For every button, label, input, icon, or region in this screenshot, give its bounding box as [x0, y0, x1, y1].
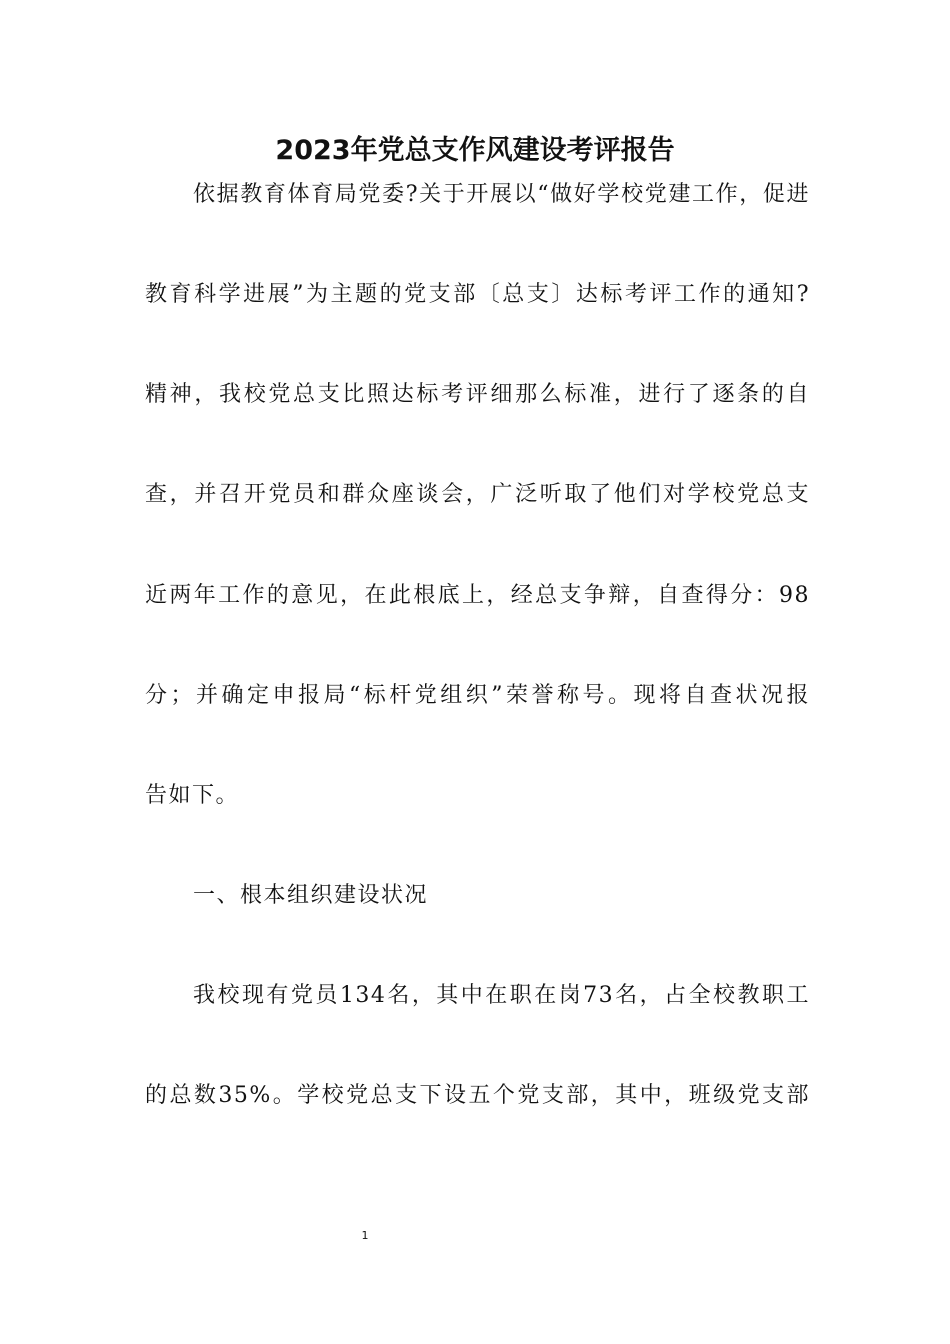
paragraph-line: 查，并召开党员和群众座谈会，广泛听取了他们对学校党总支	[145, 482, 810, 507]
paragraph-line: 依据教育体育局党委?关于开展以“做好学校党建工作，促进	[193, 182, 810, 207]
paragraph-line: 精神，我校党总支比照达标考评细那么标准，进行了逐条的自	[145, 382, 810, 407]
paragraph-line: 近两年工作的意见，在此根底上，经总支争辩，自查得分：98	[145, 583, 810, 608]
paragraph-line: 教育科学进展”为主题的党支部〔总支〕达标考评工作的通知?	[145, 282, 810, 307]
paragraph-line: 分；并确定申报局“标杆党组织”荣誉称号。现将自查状况报	[145, 683, 810, 708]
paragraph-line: 告如下。	[145, 783, 240, 808]
paragraph-line: 我校现有党员134名，其中在职在岗73名，占全校教职工	[193, 983, 810, 1008]
document-title: 2023年党总支作风建设考评报告	[275, 135, 675, 166]
paragraph-line: 的总数35%。学校党总支下设五个党支部，其中，班级党支部	[145, 1083, 810, 1108]
section-heading: 一、根本组织建设状况	[193, 883, 429, 908]
page-number: 1	[361, 1229, 369, 1242]
